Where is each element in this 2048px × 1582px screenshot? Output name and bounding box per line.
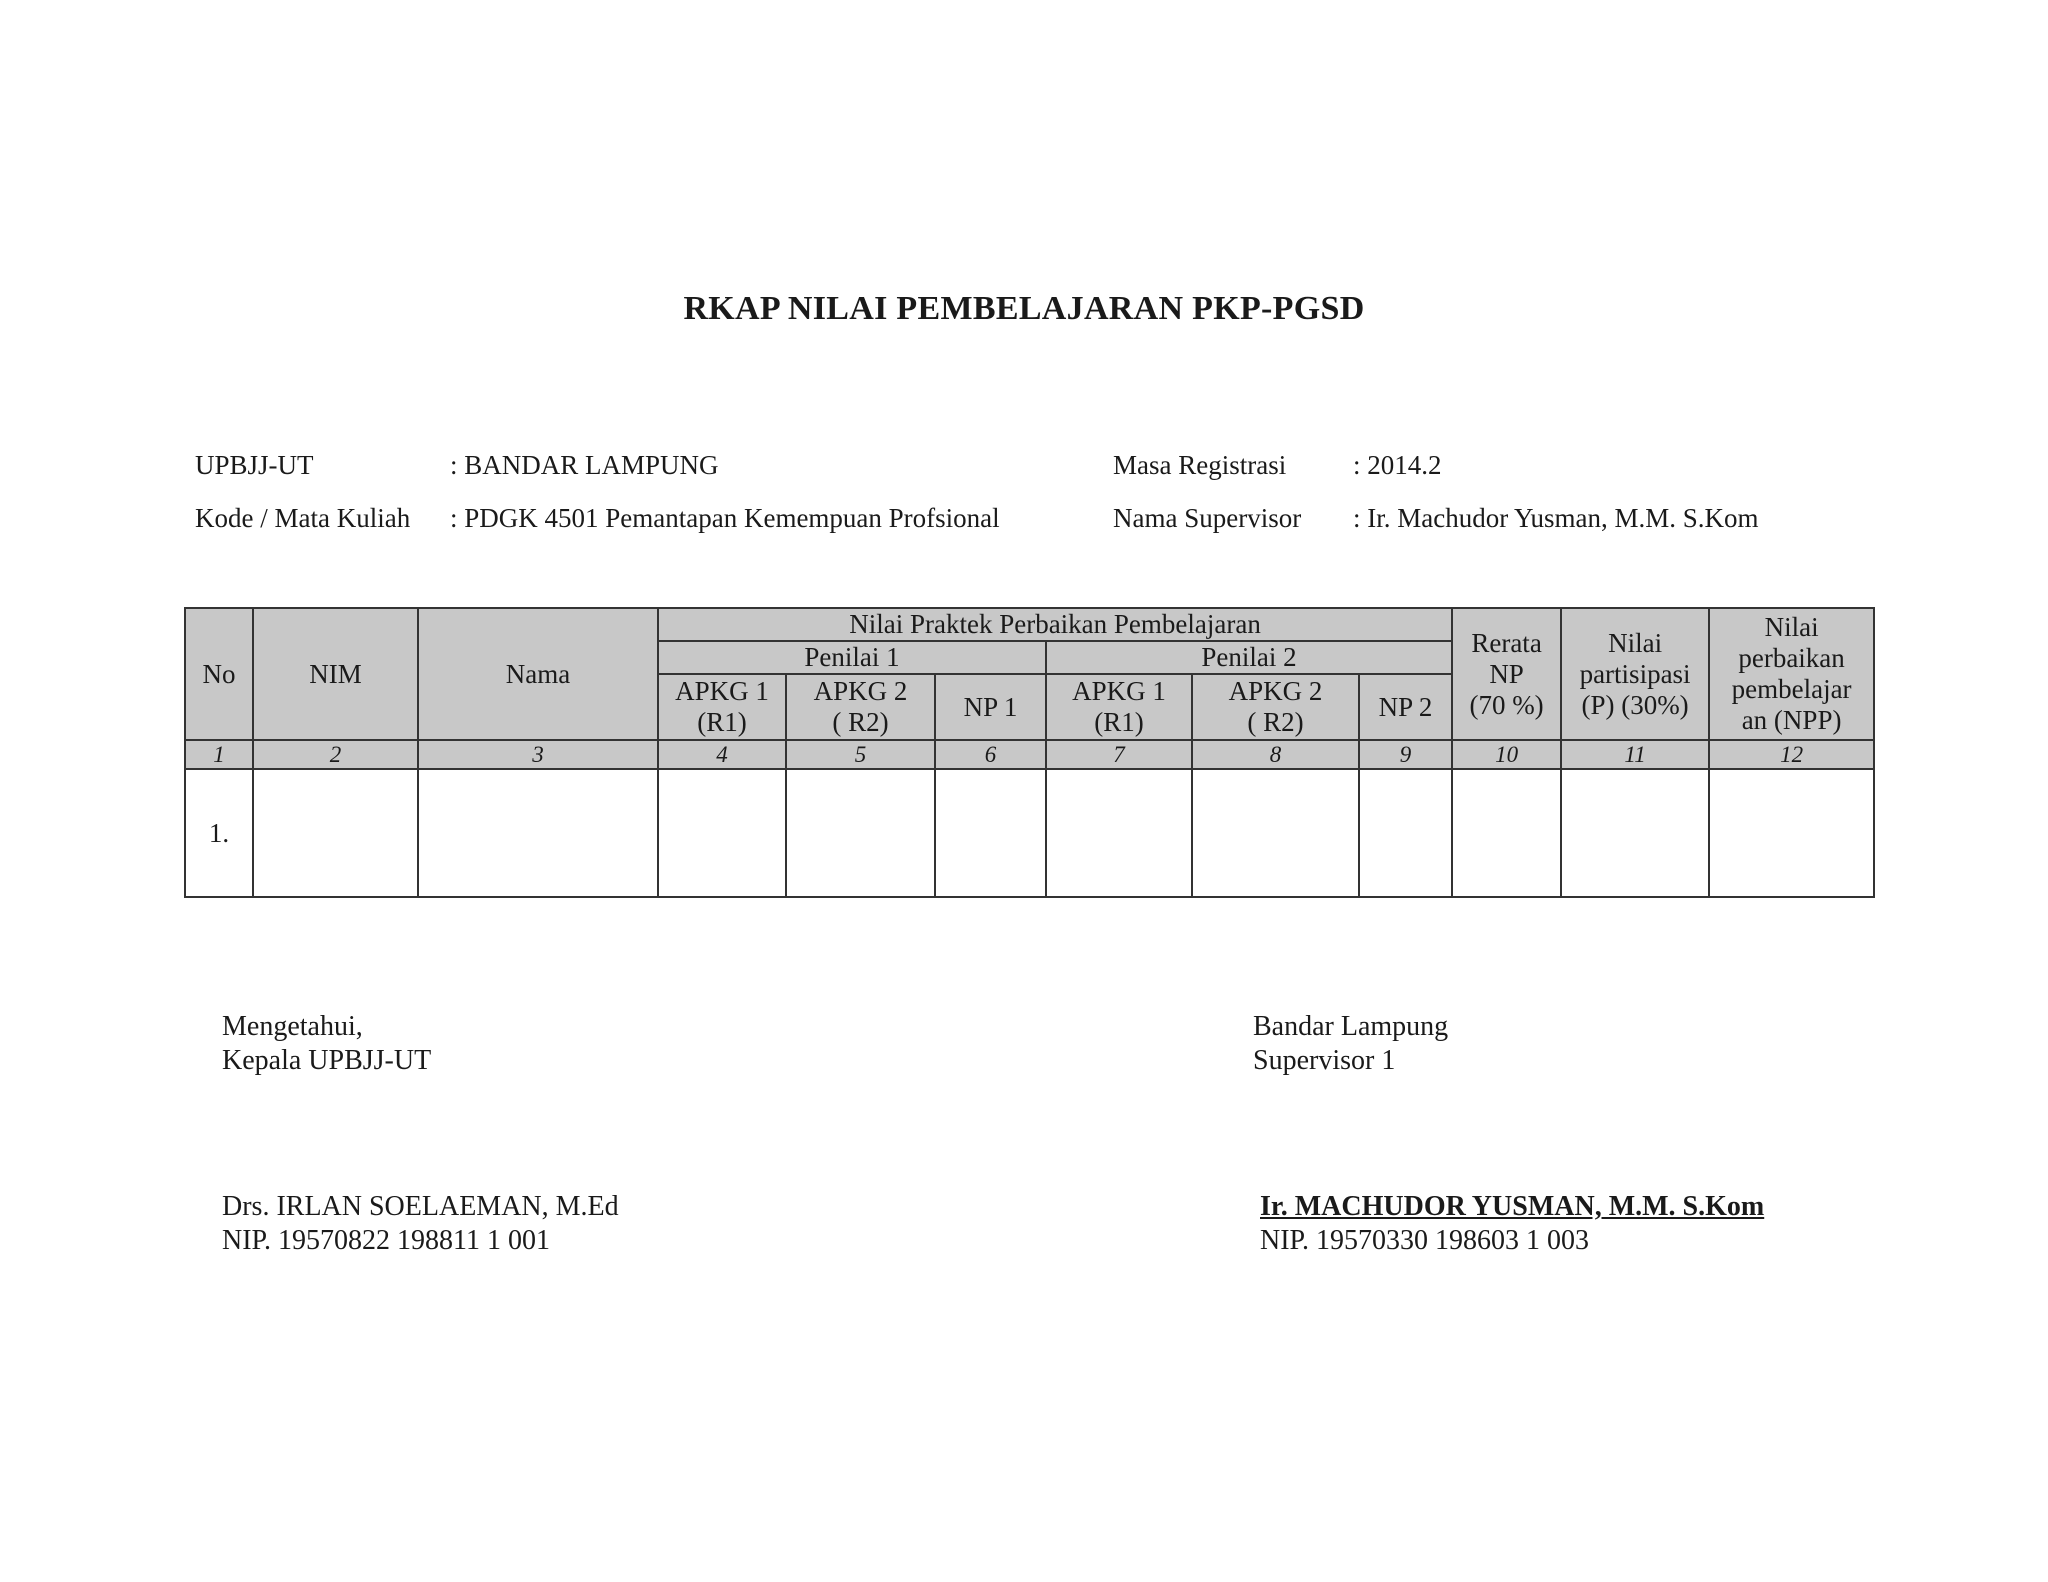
header-apkg2-r2-penilai1: APKG 2 ( R2) [786, 674, 935, 740]
kode-value: : PDGK 4501 Pemantapan Kemempuan Profsional [450, 503, 1000, 533]
cell-nim [253, 769, 418, 897]
col-num: 2 [253, 740, 418, 769]
cell-npp [1709, 769, 1874, 897]
col-num: 3 [418, 740, 658, 769]
header-apkg1-r1-penilai1: APKG 1 (R1) [658, 674, 786, 740]
right-signatory-name: Ir. MACHUDOR YUSMAN, M.M. S.Kom [1260, 1191, 1765, 1222]
header-nama: Nama [418, 608, 658, 740]
masa-registrasi-value: : 2014.2 [1353, 450, 1442, 480]
col-num: 11 [1561, 740, 1709, 769]
col-num: 10 [1452, 740, 1561, 769]
col-num: 1 [185, 740, 253, 769]
kode-label: Kode / Mata Kuliah [195, 503, 411, 533]
header-apkg1-r1-penilai2: APKG 1 (R1) [1046, 674, 1192, 740]
col-num: 12 [1709, 740, 1874, 769]
left-signatory-name: Drs. IRLAN SOELAEMAN, M.Ed [222, 1191, 619, 1222]
right-signatory-nip: NIP. 19570330 198603 1 003 [1260, 1225, 1590, 1256]
header-nim: NIM [253, 608, 418, 740]
right-line-1: Bandar Lampung [1253, 1011, 1449, 1042]
masa-registrasi-label: Masa Registrasi [1113, 450, 1287, 480]
col-num: 7 [1046, 740, 1192, 769]
left-line-2: Kepala UPBJJ-UT [222, 1045, 432, 1076]
header-nilai-praktek: Nilai Praktek Perbaikan Pembelajaran [658, 608, 1452, 641]
left-signatory [222, 1190, 619, 1258]
header-no: No [185, 608, 253, 740]
table-row [185, 769, 1874, 897]
cell-nama [418, 769, 658, 897]
header-npp: Nilai perbaikan pembelajar an (NPP) [1709, 608, 1874, 740]
col-num: 6 [935, 740, 1046, 769]
col-num: 4 [658, 740, 786, 769]
col-num: 9 [1359, 740, 1452, 769]
supervisor-label: Nama Supervisor [1113, 503, 1302, 533]
cell-np1 [935, 769, 1046, 897]
left-line-1: Mengetahui, [222, 1011, 363, 1042]
column-number-row [185, 740, 1874, 769]
col-num: 5 [786, 740, 935, 769]
supervisor-value: : Ir. Machudor Yusman, M.M. S.Kom [1353, 503, 1759, 533]
left-signatory-nip: NIP. 19570822 198811 1 001 [222, 1225, 550, 1256]
cell-apkg1-p2 [1046, 769, 1192, 897]
right-signature-block [1253, 1010, 1448, 1078]
left-signature-block [222, 1010, 431, 1078]
cell-rerata [1452, 769, 1561, 897]
upbjj-value: : BANDAR LAMPUNG [450, 450, 719, 480]
upbjj-label: UPBJJ-UT [195, 450, 314, 480]
cell-apkg2-p1 [786, 769, 935, 897]
header-penilai-1: Penilai 1 [658, 641, 1046, 674]
cell-apkg2-p2 [1192, 769, 1359, 897]
page-title: RKAP NILAI PEMBELAJARAN PKP-PGSD [683, 290, 1365, 327]
header-penilai-2: Penilai 2 [1046, 641, 1452, 674]
header-rerata-np: Rerata NP (70 %) [1452, 608, 1561, 740]
row-no: 1. [185, 769, 253, 897]
col-num: 8 [1192, 740, 1359, 769]
cell-np2 [1359, 769, 1452, 897]
header-apkg2-r2-penilai2: APKG 2 ( R2) [1192, 674, 1359, 740]
grades-table [184, 607, 1875, 898]
cell-apkg1-p1 [658, 769, 786, 897]
right-line-2: Supervisor 1 [1253, 1045, 1396, 1076]
cell-partisipasi [1561, 769, 1709, 897]
right-signatory [1260, 1190, 1764, 1258]
header-np1: NP 1 [935, 674, 1046, 740]
header-nilai-partisipasi: Nilai partisipasi (P) (30%) [1561, 608, 1709, 740]
header-np2: NP 2 [1359, 674, 1452, 740]
